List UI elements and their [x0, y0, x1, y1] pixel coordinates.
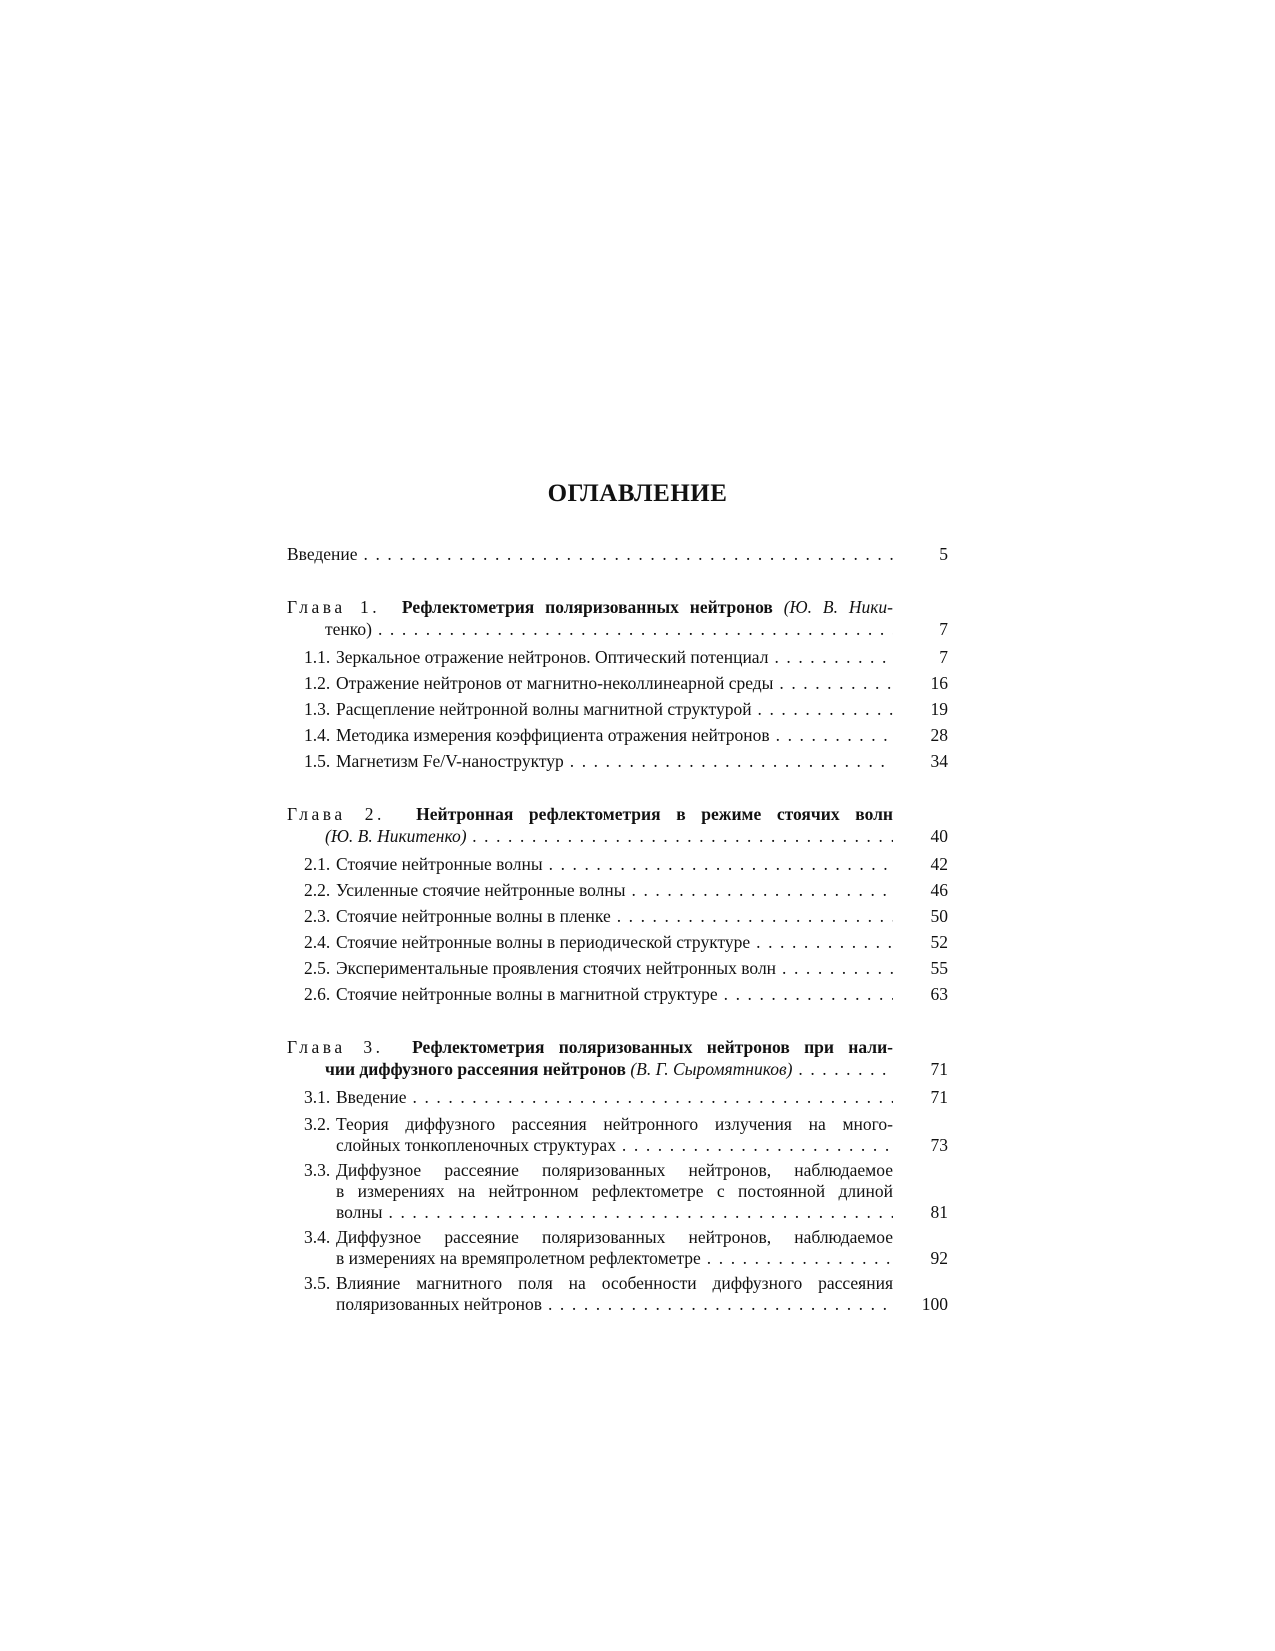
toc-page-number: 46 — [930, 880, 948, 900]
toc-section-3-2[interactable] — [287, 1114, 948, 1156]
section-title: Стоячие нейтронные волны . . . — [336, 851, 893, 877]
chapter-prefix: Глава 1. — [287, 597, 381, 617]
section-number: 1.1. — [304, 647, 331, 667]
section-title: Магнетизм Fe/V-наноструктур . . . — [336, 748, 893, 774]
section-title: Экспериментальные проявления стоячих нейтронных волн . . . — [336, 955, 893, 981]
section-title-line: в измерениях на нейтронном рефлектометре с постоянной длиной — [336, 1181, 893, 1201]
chapter-heading — [287, 597, 948, 618]
page-title: ОГЛАВЛЕНИЕ — [547, 480, 728, 507]
chapter-3[interactable] — [287, 1037, 948, 1080]
toc-page-number: 81 — [930, 1202, 948, 1222]
chapter-2[interactable] — [287, 804, 948, 847]
toc-section-2-3[interactable] — [287, 903, 948, 929]
section-title: Методика измерения коэффициента отражения нейтронов . . . — [336, 722, 893, 748]
chapter-author: (Ю. В. Ники- — [783, 597, 893, 617]
chapter-title: Рефлектометрия поляризованных нейтронов — [401, 597, 773, 617]
toc-section-3-3[interactable] — [287, 1160, 948, 1223]
section-title: Стоячие нейтронные волны в магнитной структуре . . . — [336, 981, 893, 1007]
toc-section-1-2[interactable] — [287, 670, 948, 696]
toc-page-number: 73 — [930, 1135, 948, 1155]
toc-page-number: 5 — [939, 544, 948, 564]
chapter-author: (В. Г. Сыромятников) — [630, 1059, 793, 1079]
chapter-prefix: Глава 3. — [287, 1037, 384, 1057]
chapter-heading — [287, 1037, 948, 1058]
section-title-line: Диффузное рассеяние поляризованных нейтронов, наблюдаемое — [336, 1160, 893, 1180]
toc-section-2-5[interactable] — [287, 955, 948, 981]
toc-page-number: 92 — [930, 1248, 948, 1268]
section-number: 3.3. — [304, 1160, 331, 1180]
toc-page-number: 52 — [930, 932, 948, 952]
section-number: 3.1. — [304, 1087, 331, 1107]
section-title-line: Влияние магнитного поля на особенности диффузного рассеяния — [336, 1273, 893, 1293]
toc-page-number: 19 — [930, 699, 948, 719]
section-number: 1.5. — [304, 751, 331, 771]
section-number: 1.4. — [304, 725, 331, 745]
section-title: Усиленные стоячие нейтронные волны . . . — [336, 877, 893, 903]
chapter-title: Нейтронная рефлектометрия в режиме стоячих волн — [416, 804, 893, 824]
chapter-author-cont: тенко) . . . — [325, 618, 893, 640]
toc-section-1-4[interactable] — [287, 722, 948, 748]
toc-section-2-1[interactable] — [287, 851, 948, 877]
section-title-line: слойных тонкопленочных структурах . . . — [336, 1135, 893, 1156]
section-number: 3.2. — [304, 1114, 331, 1134]
section-number: 2.5. — [304, 958, 331, 978]
toc-section-2-6[interactable] — [287, 981, 948, 1007]
toc-section-2-4[interactable] — [287, 929, 948, 955]
chapter-1[interactable] — [287, 597, 948, 640]
chapter-heading — [287, 804, 948, 825]
section-number: 3.4. — [304, 1227, 331, 1247]
toc-page-number: 7 — [939, 647, 948, 667]
toc-section-1-5[interactable] — [287, 748, 948, 774]
toc-section-1-3[interactable] — [287, 696, 948, 722]
toc-page-number: 16 — [930, 673, 948, 693]
section-title-line: Теория диффузного рассеяния нейтронного излучения на много- — [336, 1114, 893, 1134]
section-number: 1.2. — [304, 673, 331, 693]
section-number: 2.6. — [304, 984, 331, 1004]
section-title-line: поляризованных нейтронов . . . — [336, 1294, 893, 1315]
toc-page-number: 55 — [930, 958, 948, 978]
toc-page-number: 63 — [930, 984, 948, 1004]
toc-page-number: 100 — [921, 1294, 948, 1314]
section-title: Расщепление нейтронной волны магнитной структурой . . . — [336, 696, 893, 722]
chapter-title: Рефлектометрия поляризованных нейтронов при нали- — [412, 1037, 893, 1057]
toc-page-number: 50 — [930, 906, 948, 926]
section-title: Стоячие нейтронные волны в периодической структуре . . . — [336, 929, 893, 955]
section-number: 2.4. — [304, 932, 331, 952]
toc-entry-label: Введение . . . — [287, 541, 893, 567]
toc-page-number: 7 — [939, 619, 948, 639]
toc-page-number: 28 — [930, 725, 948, 745]
section-title: Отражение нейтронов от магнитно-неколлинеарной среды . . . — [336, 670, 893, 696]
section-title: Введение . . . — [336, 1084, 893, 1110]
toc-page-number: 71 — [930, 1087, 948, 1107]
section-title: Зеркальное отражение нейтронов. Оптический потенциал . . . — [336, 644, 893, 670]
chapter-title-cont: чии диффузного рассеяния нейтронов — [325, 1059, 626, 1079]
chapter-author: (Ю. В. Никитенко) . . . — [325, 825, 893, 847]
section-title-line: в измерениях на времяпролетном рефлектометре . . . — [336, 1248, 893, 1269]
table-of-contents — [287, 541, 948, 1315]
toc-section-3-5[interactable] — [287, 1273, 948, 1315]
section-number: 2.3. — [304, 906, 331, 926]
toc-section-2-2[interactable] — [287, 877, 948, 903]
section-title: Стоячие нейтронные волны в пленке . . . — [336, 903, 893, 929]
toc-page-number: 42 — [930, 854, 948, 874]
toc-entry-intro[interactable] — [287, 541, 948, 567]
section-title-line: волны . . . — [336, 1202, 893, 1223]
chapter-prefix: Глава 2. — [287, 804, 385, 824]
section-number: 2.2. — [304, 880, 331, 900]
section-title-line: Диффузное рассеяние поляризованных нейтронов, наблюдаемое — [336, 1227, 893, 1247]
toc-section-3-4[interactable] — [287, 1227, 948, 1269]
toc-section-1-1[interactable] — [287, 644, 948, 670]
toc-page-number: 71 — [930, 1059, 948, 1079]
toc-section-3-1[interactable] — [287, 1084, 948, 1110]
section-number: 3.5. — [304, 1273, 331, 1293]
section-number: 1.3. — [304, 699, 331, 719]
toc-page-number: 40 — [930, 826, 948, 846]
section-number: 2.1. — [304, 854, 331, 874]
toc-page-number: 34 — [930, 751, 948, 771]
